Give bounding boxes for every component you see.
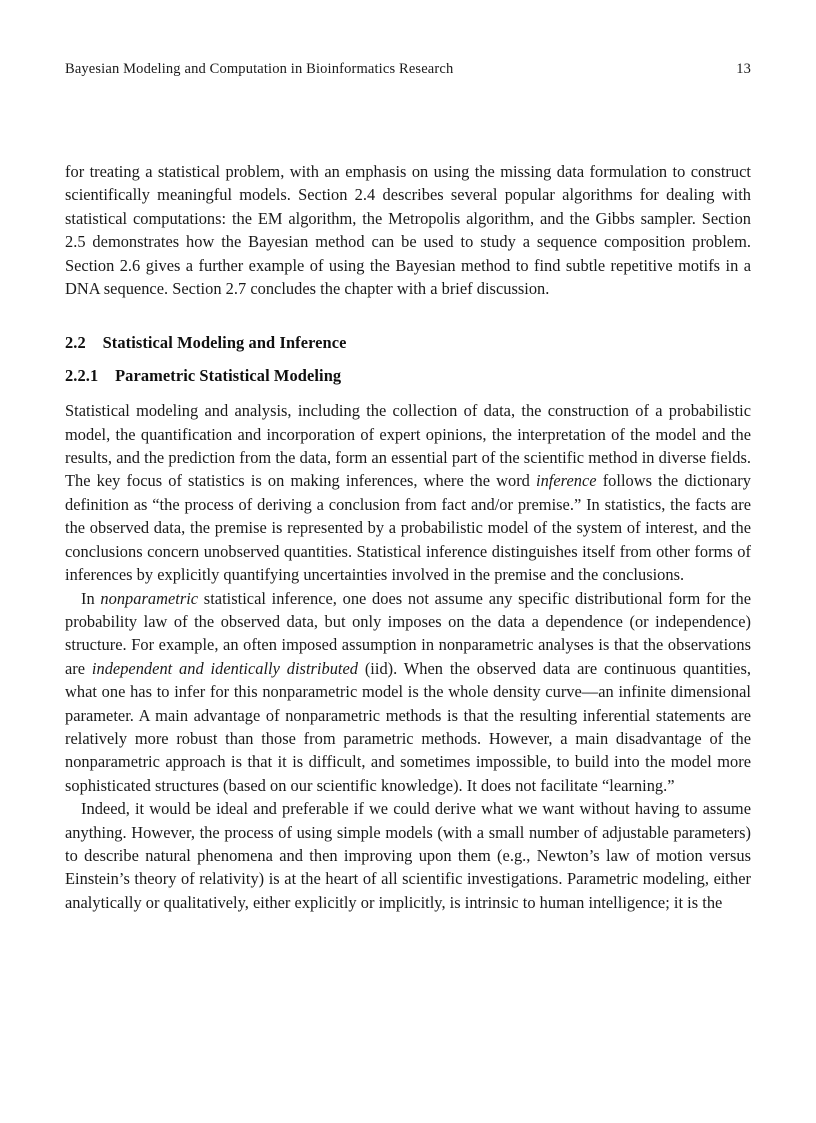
- paragraph-text-run: In: [81, 588, 101, 608]
- emphasis-nonparametric: nonparametric: [100, 588, 199, 608]
- section-heading-2-2: 2.2 Statistical Modeling and Inference: [65, 333, 347, 353]
- paragraph-nonparametric: [65, 587, 751, 798]
- emphasis-iid: independent and identically distributed: [91, 658, 358, 678]
- page-number: 13: [736, 61, 751, 77]
- paragraph-indeed: Indeed, it would be ideal and preferable if we could derive what we want without having to assume anything. However, the process of using simple models (with a small number of adjustable parameters) to describe natural phenomena and then improving upon them (e.g., Newton’s law of motion versus Einstein’s theory of relativity) is at the heart of all scientific investigations. Parametric modeling, either analytically or qualitatively, either explicitly or implicitly, is intrinsic to human intelligence; it is the: [65, 799, 751, 912]
- paragraph-text-run: follows the dictionary definition as “the process of deriving a conclusion from fact and/or premise.” In statistics, the facts are the observed data, the premise is represented by a probabilistic model of the system of interest, and the conclusions concern unobserved quantities. Statistical inference distinguishes itself from other forms of inferences by explicitly quantifying uncertainties involved in the premise and the conclusions.: [65, 471, 751, 585]
- spacer-before-section-heading: [65, 300, 751, 331]
- running-head: [65, 58, 751, 80]
- spacer-after-subsection-heading: [65, 387, 751, 399]
- spacer-after-section-heading: [65, 355, 751, 364]
- paragraph-text-run: Statistical modeling and analysis, including the collection of data, the construction of a probabilistic model, the quantification and incorporation of expert opinions, the interpretation of the model and the results, and the prediction from the data, form an essential part of the scientific method in diverse fields. The key focus of statistics is on making inferences, where the word: [65, 401, 751, 491]
- paragraph-text-run: (iid). When the observed data are continuous quantities, what one has to infer for this nonparametric model is the whole density curve—an infinite dimensional parameter. A main advantage of nonparametric methods is that the resulting inferential statements are relatively more robust than those from parametric methods. However, a main disadvantage of the nonparametric approach is that it is difficult, and sometimes impossible, to build into the model more sophisticated structures (based on our scientific knowledge). It does not facilitate “learning.”: [65, 658, 751, 795]
- paragraph-parametric-modeling: [65, 399, 751, 586]
- running-head-title: Bayesian Modeling and Computation in Bioinformatics Research: [65, 61, 454, 77]
- paragraph-text-run: statistical inference, one does not assume any specific distributional form for the probability law of the observed data, but only imposes on the data a dependence (or independence) structure. For example, an often imposed assumption in nonparametric analyses is that the observations are: [65, 588, 751, 678]
- body-column: [65, 160, 751, 914]
- emphasis-inference: inference: [536, 471, 597, 491]
- subsection-heading-2-2-1: 2.2.1 Parametric Statistical Modeling: [65, 365, 342, 385]
- paragraph-intro: for treating a statistical problem, with an emphasis on using the missing data formulation to construct scientifically meaningful models. Section 2.4 describes several popular algorithms for dealing with statistical computations: the EM algorithm, the Metropolis algorithm, and the Gibbs sampler. Section 2.5 demonstrates how the Bayesian method can be used to study a sequence composition problem. Section 2.6 gives a further example of using the Bayesian method to find subtle repetitive motifs in a DNA sequence. Section 2.7 concludes the chapter with a brief discussion.: [65, 162, 751, 299]
